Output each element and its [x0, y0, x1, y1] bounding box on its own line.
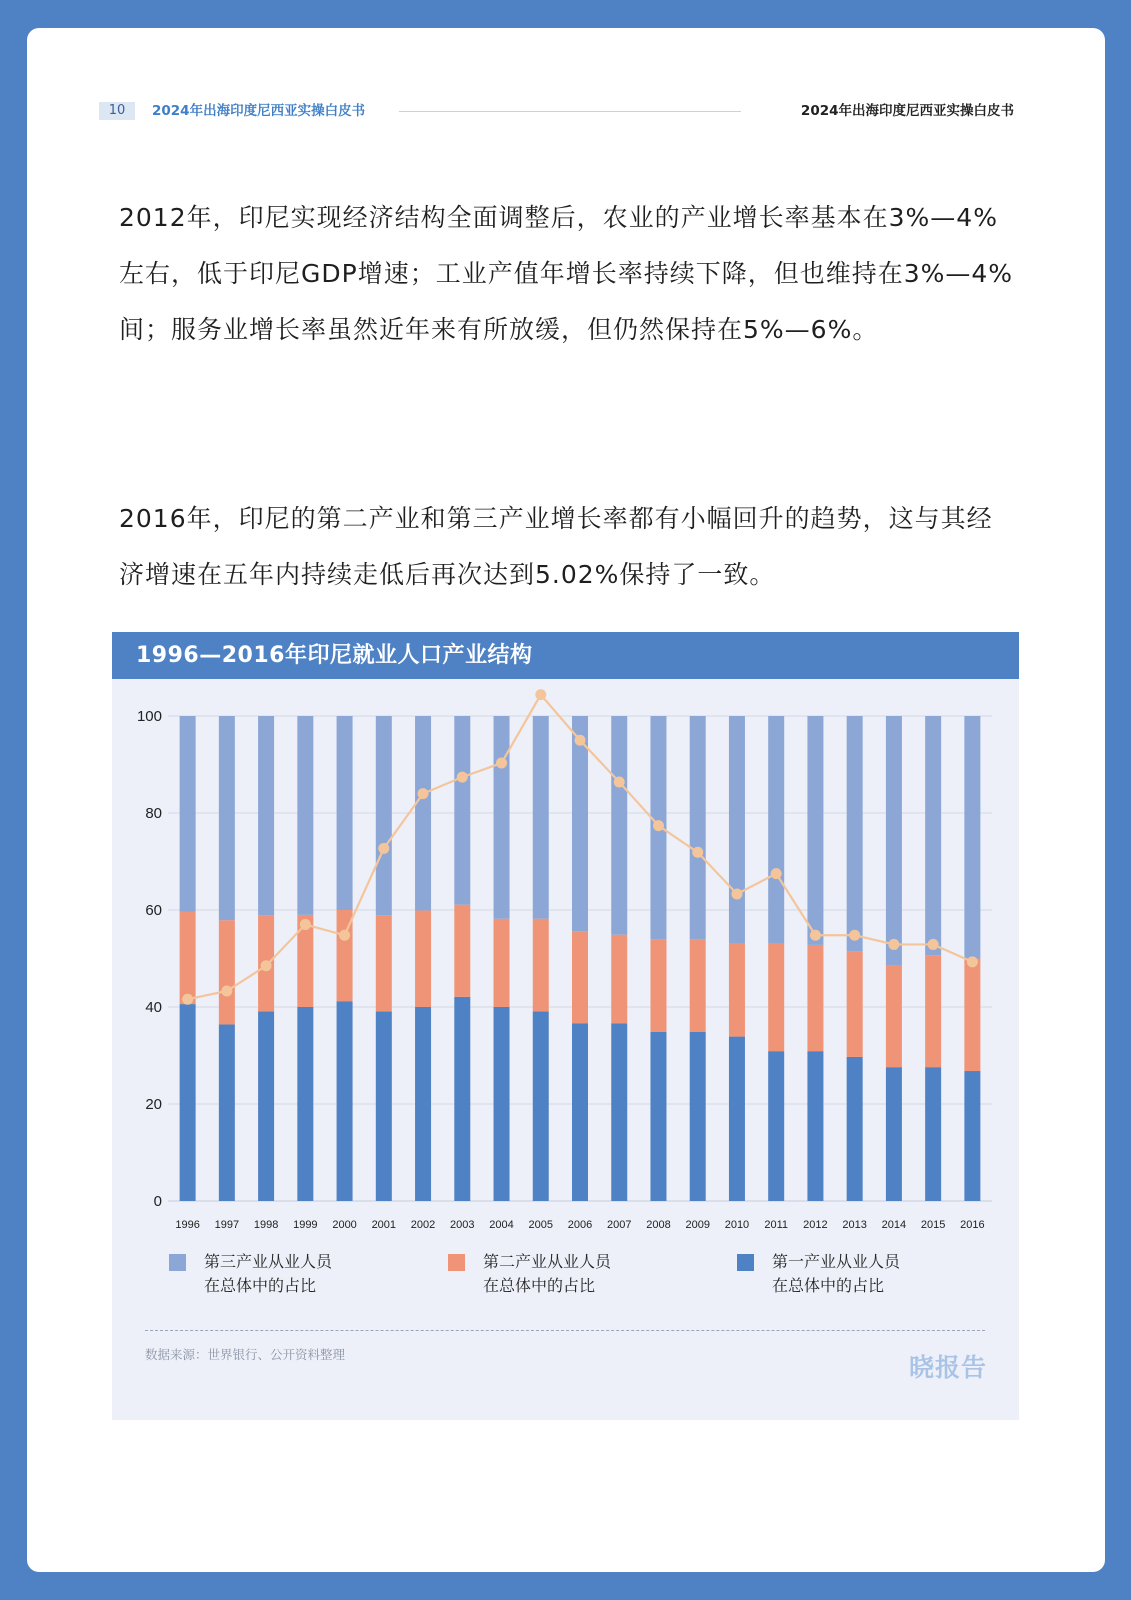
bar-segment-tertiary — [258, 716, 274, 915]
legend-label-tertiary-line2: 在总体中的占比 — [204, 1276, 317, 1295]
x-tick-label: 2001 — [371, 1219, 397, 1231]
x-tick-label: 2009 — [685, 1219, 710, 1231]
trend-point — [300, 919, 311, 930]
bar-segment-tertiary — [533, 716, 549, 919]
y-tick-label: 80 — [145, 805, 162, 822]
bar-segment-primary — [415, 1007, 431, 1201]
trend-point — [535, 689, 546, 700]
x-tick-label: 1997 — [214, 1219, 240, 1231]
x-tick-label: 2010 — [724, 1219, 750, 1231]
legend-label-tertiary — [204, 1250, 332, 1298]
x-tick-label: 2006 — [567, 1219, 593, 1231]
bar-segment-primary — [847, 1057, 863, 1201]
bar-segment-primary — [650, 1032, 666, 1201]
x-tick-label: 1996 — [175, 1219, 200, 1231]
brand-logo: 晓报告 — [908, 1353, 987, 1382]
bar-segment-tertiary — [415, 716, 431, 910]
x-tick-label: 1999 — [293, 1219, 318, 1231]
x-tick-label: 2005 — [528, 1219, 554, 1231]
bar-segment-primary — [925, 1067, 941, 1201]
bar-segment-primary — [454, 997, 470, 1201]
x-tick-label: 2014 — [881, 1219, 907, 1231]
x-tick-label: 2013 — [842, 1219, 867, 1231]
trend-point — [339, 930, 350, 941]
trend-point — [496, 758, 507, 769]
bar-segment-secondary — [572, 931, 588, 1023]
x-tick-label: 1998 — [253, 1219, 279, 1231]
trend-point — [378, 843, 389, 854]
legend-label-secondary-line1: 第二产业从业人员 — [483, 1252, 612, 1271]
legend-label-tertiary-line1: 第三产业从业人员 — [204, 1252, 333, 1271]
x-tick-label: 2016 — [960, 1219, 985, 1231]
chart-card — [112, 632, 1019, 1420]
bar-segment-primary — [964, 1071, 980, 1201]
bar-segment-primary — [690, 1032, 706, 1201]
legend-label-secondary-line2: 在总体中的占比 — [483, 1276, 596, 1295]
bar-segment-tertiary — [611, 716, 627, 935]
y-tick-label: 100 — [136, 708, 162, 725]
bar-segment-primary — [729, 1037, 745, 1201]
legend-label-primary — [772, 1250, 900, 1298]
trend-point — [967, 956, 978, 967]
bar-segment-secondary — [533, 919, 549, 1012]
trend-point — [849, 930, 860, 941]
trend-point — [928, 939, 939, 950]
x-tick-label: 2011 — [764, 1219, 789, 1231]
paragraph-1: 2012年，印尼实现经济结构全面调整后，农业的产业增长率基本在3%—4%左右，低于印尼GDP增速；工业产值年增长率持续下降，但也维持在3%—4%间；服务业增长率虽然近年来有所放缓，但仍然保持在5%—6%。 — [119, 203, 1014, 344]
bar-segment-tertiary — [925, 716, 941, 955]
trend-point — [575, 735, 586, 746]
header-title-right: 2024年出海印度尼西亚实操白皮书 — [800, 103, 1014, 119]
bar-segment-primary — [572, 1023, 588, 1201]
bar-segment-tertiary — [180, 716, 196, 912]
page-header — [99, 101, 1014, 123]
x-tick-label: 2008 — [646, 1219, 671, 1231]
chart-title: 1996—2016年印尼就业人口产业结构 — [112, 632, 1019, 679]
bar-segment-secondary — [650, 939, 666, 1032]
bar-segment-tertiary — [454, 716, 470, 905]
bar-segment-primary — [768, 1051, 784, 1201]
bar-segment-secondary — [729, 943, 745, 1037]
bar-segment-secondary — [964, 959, 980, 1072]
y-tick-label: 60 — [145, 902, 162, 919]
bar-segment-primary — [180, 1004, 196, 1201]
trend-point — [771, 868, 782, 879]
legend-label-secondary — [483, 1250, 611, 1298]
trend-point — [182, 994, 193, 1005]
bar-segment-tertiary — [964, 716, 980, 959]
bar-segment-primary — [219, 1024, 235, 1201]
bar-segment-secondary — [690, 939, 706, 1032]
x-tick-label: 2003 — [450, 1219, 475, 1231]
bar-segment-secondary — [376, 915, 392, 1011]
bar-segment-primary — [376, 1011, 392, 1201]
bar-segment-primary — [533, 1011, 549, 1201]
header-divider — [399, 111, 741, 112]
bar-segment-secondary — [219, 920, 235, 1024]
x-tick-label: 2012 — [803, 1219, 828, 1231]
source-note: 数据来源：世界银行、公开资料整理 — [145, 1347, 346, 1362]
x-tick-label: 2000 — [332, 1219, 357, 1231]
trend-point — [261, 960, 272, 971]
chart — [112, 679, 1019, 1244]
page-number: 10 — [99, 102, 135, 120]
bar-segment-tertiary — [807, 716, 823, 945]
header-title-left: 2024年出海印度尼西亚实操白皮书 — [152, 103, 366, 119]
trend-point — [457, 772, 468, 783]
bar-segment-secondary — [847, 952, 863, 1057]
trend-point — [418, 788, 429, 799]
y-tick-label: 20 — [145, 1096, 162, 1113]
y-tick-label: 40 — [145, 999, 162, 1016]
legend-label-primary-line1: 第一产业从业人员 — [772, 1252, 901, 1271]
x-tick-label: 2004 — [489, 1219, 514, 1231]
bar-segment-tertiary — [847, 716, 863, 952]
bar-segment-secondary — [180, 912, 196, 1004]
bar-segment-tertiary — [219, 716, 235, 920]
trend-point — [731, 888, 742, 899]
bar-segment-tertiary — [768, 716, 784, 943]
bar-segment-primary — [258, 1011, 274, 1201]
bar-segment-primary — [337, 1001, 353, 1201]
bar-segment-tertiary — [729, 716, 745, 943]
bar-segment-primary — [807, 1051, 823, 1201]
page-sheet — [27, 28, 1105, 1572]
legend-label-primary-line2: 在总体中的占比 — [772, 1276, 885, 1295]
x-tick-label: 2002 — [410, 1219, 436, 1231]
bar-segment-secondary — [611, 935, 627, 1024]
legend-swatch-primary — [737, 1254, 754, 1271]
y-tick-label: 0 — [153, 1193, 162, 1210]
trend-point — [810, 930, 821, 941]
bar-segment-secondary — [415, 910, 431, 1007]
bar-segment-secondary — [886, 966, 902, 1067]
bar-segment-tertiary — [572, 716, 588, 931]
x-tick-label: 2007 — [606, 1219, 632, 1231]
trend-point — [692, 847, 703, 858]
bar-segment-tertiary — [297, 716, 313, 915]
legend-swatch-secondary — [448, 1254, 465, 1271]
bar-segment-secondary — [925, 955, 941, 1067]
bar-segment-secondary — [807, 945, 823, 1051]
bar-segment-tertiary — [337, 716, 353, 910]
trend-point — [614, 776, 625, 787]
trend-point — [221, 985, 232, 996]
bar-segment-primary — [297, 1007, 313, 1201]
bar-segment-tertiary — [494, 716, 510, 919]
trend-point — [653, 820, 664, 831]
bar-segment-tertiary — [690, 716, 706, 939]
bar-segment-primary — [886, 1067, 902, 1201]
bar-segment-secondary — [494, 919, 510, 1007]
trend-point — [888, 939, 899, 950]
x-tick-label: 2015 — [920, 1219, 946, 1231]
source-divider — [145, 1330, 985, 1331]
paragraph-2: 2016年，印尼的第二产业和第三产业增长率都有小幅回升的趋势，这与其经济增速在五年内持续走低后再次达到5.02%保持了一致。 — [119, 504, 993, 589]
bar-segment-tertiary — [886, 716, 902, 966]
bar-segment-primary — [611, 1023, 627, 1201]
bar-segment-secondary — [454, 905, 470, 997]
legend-swatch-tertiary — [169, 1254, 186, 1271]
bar-segment-tertiary — [376, 716, 392, 915]
bar-segment-primary — [494, 1007, 510, 1201]
bar-segment-secondary — [768, 943, 784, 1051]
